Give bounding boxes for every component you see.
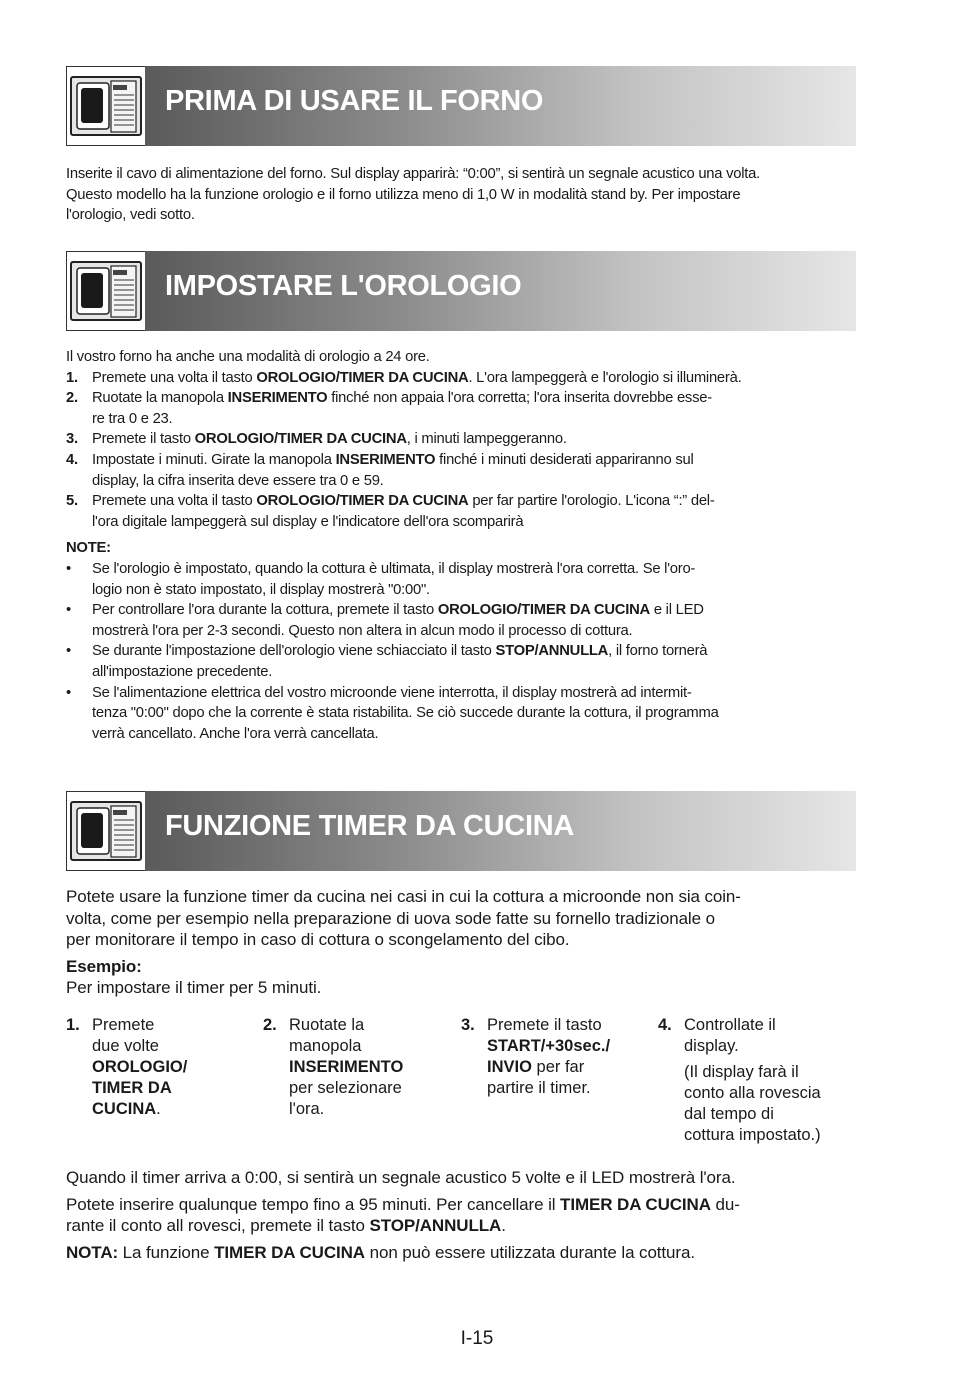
prima-paragraph xyxy=(66,164,856,226)
text: e il LED xyxy=(649,602,704,619)
key-name: STOP/ANNULLA xyxy=(369,1216,502,1235)
text: per far xyxy=(531,1058,585,1076)
text-line: Inserite il cavo di alimentazione del forno. Sul display apparirà: “0:00”, si sentirà un segnale acustico una volta. xyxy=(66,166,760,182)
text: mostrerà l'ora per 2-3 secondi. Questo non altera in alcun modo il processo di cottura. xyxy=(92,622,633,639)
section-title-bar xyxy=(145,66,856,146)
text: display. xyxy=(684,1037,739,1055)
text: Impostate i minuti. Girate la manopola xyxy=(92,451,336,468)
note-item xyxy=(66,600,856,641)
text: l'ora. xyxy=(289,1100,325,1118)
note-item xyxy=(66,641,856,682)
timer-step-4 xyxy=(658,1015,838,1146)
bullet: • xyxy=(66,560,71,577)
intro-text: Il vostro forno ha anche una modalità di orologio a 24 ore. xyxy=(66,349,430,365)
note-item xyxy=(66,683,856,745)
text: Se l'alimentazione elettrica del vostro microonde viene interrotta, il display mostrerà ad intermit- xyxy=(92,684,692,701)
key-name: OROLOGIO/ xyxy=(92,1058,188,1076)
esempio-text: Per impostare il timer per 5 minuti. xyxy=(66,978,322,997)
text: re tra 0 e 23. xyxy=(92,410,173,427)
text: Premete una volta il tasto xyxy=(92,369,257,386)
key-name: OROLOGIO/TIMER DA CUCINA xyxy=(256,493,469,510)
text: Potete inserire qualunque tempo fino a 95 minuti. Per cancellare il xyxy=(66,1194,561,1214)
step-number: 4. xyxy=(66,451,78,468)
timer-step-2 xyxy=(263,1015,443,1120)
text: conto alla rovescia xyxy=(684,1084,821,1102)
text: Per controllare l'ora durante la cottura, premete il tasto xyxy=(92,602,438,619)
bullet: • xyxy=(66,602,71,619)
text: La funzione xyxy=(118,1242,215,1262)
key-name: CUCINA xyxy=(92,1100,157,1118)
key-name: OROLOGIO/TIMER DA CUCINA xyxy=(256,369,469,386)
text: Premete xyxy=(92,1016,155,1034)
nota-label: NOTA: xyxy=(66,1242,119,1262)
text: . xyxy=(156,1100,161,1118)
text: Premete il tasto xyxy=(487,1016,602,1034)
text: logio non è stato impostato, il display mostrerà "0:00". xyxy=(92,581,430,598)
orologio-content xyxy=(66,347,856,744)
text: all'impostazione precedente. xyxy=(92,663,273,680)
text: manopola xyxy=(289,1037,362,1055)
list-item xyxy=(66,429,856,450)
text: finché i minuti desiderati appariranno sul xyxy=(435,451,694,468)
text: Premete una volta il tasto xyxy=(92,493,257,510)
timer-intro xyxy=(66,886,856,999)
timer-step-3 xyxy=(461,1015,641,1099)
list-item xyxy=(66,491,856,532)
text: , il forno tornerà xyxy=(608,643,708,660)
timer-footer-text xyxy=(66,1167,856,1263)
section-header-orologio xyxy=(66,251,856,331)
section-title: IMPOSTARE L'OROLOGIO xyxy=(165,270,522,302)
bullet: • xyxy=(66,643,71,660)
timer-step-1 xyxy=(66,1015,246,1120)
text: due volte xyxy=(92,1037,159,1055)
text: (Il display farà il xyxy=(684,1063,799,1081)
key-name: INSERIMENTO xyxy=(289,1058,404,1076)
text: rante il conto all rovesci, premete il tasto xyxy=(66,1216,370,1235)
text: partire il timer. xyxy=(487,1079,591,1097)
key-name: OROLOGIO/TIMER DA CUCINA xyxy=(437,602,650,619)
section-title: PRIMA DI USARE IL FORNO xyxy=(165,85,544,117)
step-number: 1. xyxy=(66,369,78,386)
microwave-icon xyxy=(66,251,146,331)
text: display, la cifra inserita deve essere tra 0 e 59. xyxy=(92,472,384,489)
note-label: NOTE: xyxy=(66,540,111,557)
key-name: INVIO xyxy=(487,1058,532,1076)
list-item xyxy=(66,388,856,429)
text: Premete il tasto xyxy=(92,431,195,448)
step-number: 5. xyxy=(66,493,78,510)
text: Ruotate la xyxy=(289,1016,365,1034)
key-name: OROLOGIO/TIMER DA CUCINA xyxy=(194,431,407,448)
text: , i minuti lampeggeranno. xyxy=(406,431,567,448)
step-number: 3. xyxy=(461,1016,475,1034)
step-number: 2. xyxy=(66,390,78,407)
esempio-label: Esempio: xyxy=(66,956,142,976)
key-name: TIMER DA CUCINA xyxy=(560,1194,711,1214)
text: dal tempo di xyxy=(684,1105,774,1123)
text-line: Quando il timer arriva a 0:00, si sentirà un segnale acustico 5 volte e il LED mostrerà l'ora. xyxy=(66,1168,736,1187)
step-number: 2. xyxy=(263,1016,277,1034)
text: l'ora digitale lampeggerà sul display e l'indicatore dell'ora scomparirà xyxy=(92,513,524,530)
text: per selezionare xyxy=(289,1079,402,1097)
text: finché non appaia l'ora corretta; l'ora inserita dovrebbe esse- xyxy=(327,390,712,407)
key-name: INSERIMENTO xyxy=(227,390,328,407)
microwave-icon xyxy=(66,66,146,146)
key-name: TIMER DA CUCINA xyxy=(214,1242,365,1262)
text: Se durante l'impostazione dell'orologio viene schiacciato il tasto xyxy=(92,643,496,660)
step-number: 4. xyxy=(658,1016,672,1034)
key-name: START/+30sec./ xyxy=(487,1037,611,1055)
step-number: 3. xyxy=(66,431,78,448)
text-line: Potete usare la funzione timer da cucina nei casi in cui la cottura a microonde non sia coin- xyxy=(66,887,741,906)
section-title: FUNZIONE TIMER DA CUCINA xyxy=(165,810,574,842)
key-name: STOP/ANNULLA xyxy=(495,643,609,660)
text-line: Questo modello ha la funzione orologio e il forno utilizza meno di 1,0 W in modalità stand by. Per impostare xyxy=(66,186,741,203)
page-number: I-15 xyxy=(460,1328,494,1349)
text: tenza "0:00" dopo che la corrente è stata ristabilita. Se ciò succede durante la cottura, il programma xyxy=(92,705,719,722)
text: cottura impostato.) xyxy=(684,1126,821,1144)
text: verrà cancellato. Anche l'ora verrà cancellata. xyxy=(92,725,379,742)
bullet: • xyxy=(66,684,71,701)
text: per far partire l'orologio. L'icona “:” del- xyxy=(468,493,715,510)
text: Controllate il xyxy=(684,1016,776,1034)
note-item xyxy=(66,559,856,600)
text-line: per monitorare il tempo in caso di cottura o scongelamento del cibo. xyxy=(66,930,570,949)
section-title-bar xyxy=(145,791,856,871)
section-title-bar xyxy=(145,251,856,331)
key-name: TIMER DA xyxy=(92,1079,172,1097)
text: Ruotate la manopola xyxy=(92,390,228,407)
text: Se l'orologio è impostato, quando la cottura è ultimata, il display mostrerà l'ora corretta. Se l'oro- xyxy=(92,560,696,577)
section-header-prima xyxy=(66,66,856,146)
text: du- xyxy=(710,1194,740,1214)
text: . xyxy=(501,1216,506,1235)
text: . L'ora lampeggerà e l'orologio si illuminerà. xyxy=(468,369,742,386)
text-line: volta, come per esempio nella preparazione di uova sode fatte su fornello tradizionale o xyxy=(66,908,715,928)
step-number: 1. xyxy=(66,1016,80,1034)
list-item xyxy=(66,368,856,389)
microwave-icon xyxy=(66,791,146,871)
list-item xyxy=(66,450,856,491)
section-header-timer xyxy=(66,791,856,871)
key-name: INSERIMENTO xyxy=(335,451,436,468)
text: non può essere utilizzata durante la cottura. xyxy=(365,1242,695,1262)
text-line: l'orologio, vedi sotto. xyxy=(66,207,195,224)
